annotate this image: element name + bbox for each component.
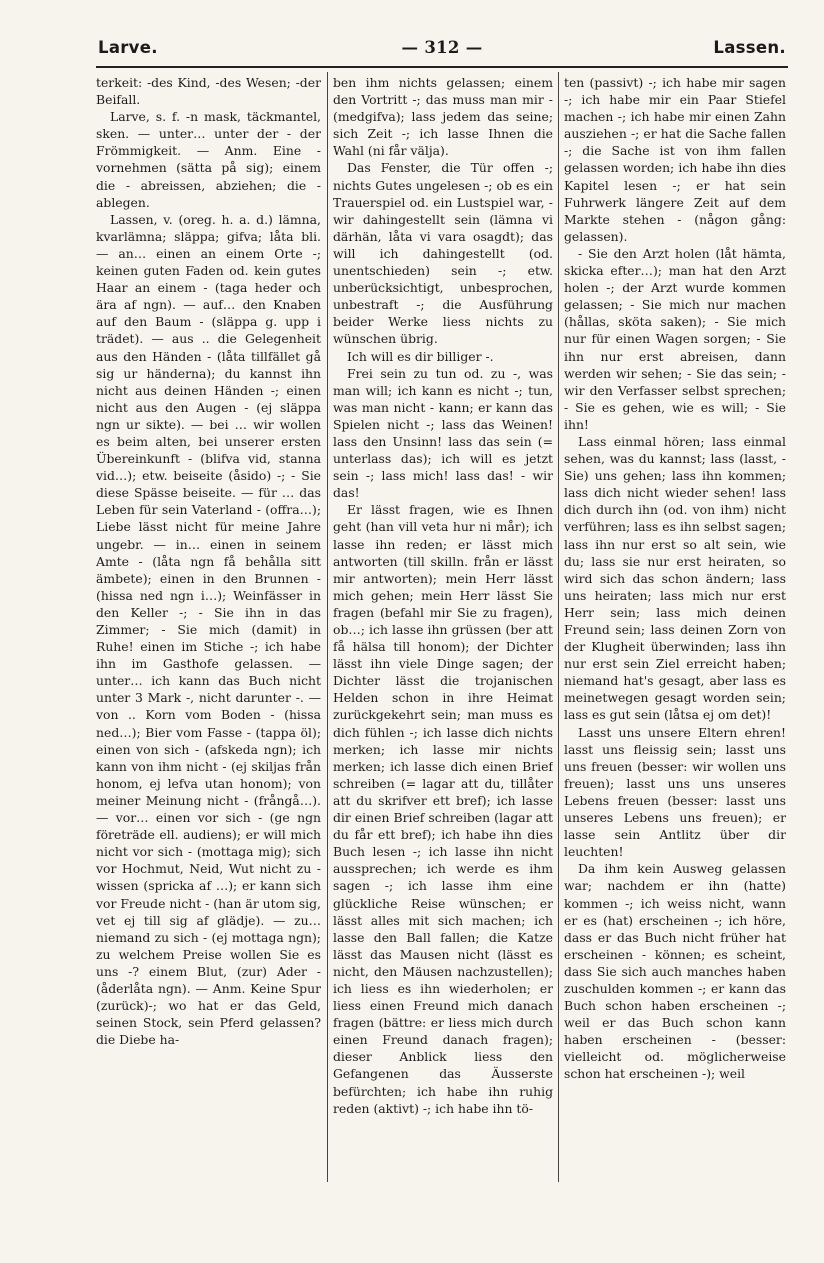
dictionary-paragraph: Ich will es dir billiger -. — [347, 348, 494, 364]
header-right-keyword: Lassen. — [713, 38, 786, 57]
dictionary-paragraph: Das Fenster, die Tür offen -; nichts Gutes ungelesen -; ob es ein Trauerspiel od. ein Lustspiel war, - wir dahingestellt sein (lämna vi därhän, låta vi vara osagdt); das will ich dahingestellt (od. unentschieden) sein -; etw. unberücksichtigt, unbesprochen, unbestraft -; die Ausführung beider Werke liess nichts zu wünschen übrig. — [333, 160, 553, 347]
dictionary-paragraph: terkeit: -des Kind, -des Wesen; -der Beifall. — [96, 75, 321, 108]
dictionary-paragraph: - Sie den Arzt holen (låt hämta, skicka efter…); man hat den Arzt holen -; der Arzt wurde kommen gelassen; - Sie mich nur machen (hållas, sköta saken); - Sie mich nur für einen Wagen sorgen; - Sie ihn nur erst abreisen, dann werden wir sehen; - Sie das sein; - wir den Verfasser selbst sprechen; - Sie es gehen, wie es will; - Sie ihn! — [564, 245, 786, 432]
dictionary-paragraph: Lasst uns unsere Eltern ehren! lasst uns fleissig sein; lasst uns uns freuen (besser: wir wollen uns freuen); lasst uns uns unseres Lebens freuen (besser: lasst uns unseres Lebens uns freuen); er lasse sein Antlitz über dir leuchten! — [564, 724, 786, 860]
column-3 — [564, 74, 786, 1184]
page-number: — 312 — — [401, 38, 483, 57]
dictionary-paragraph: Frei sein zu tun od. zu -, was man will; ich kann es nicht -; tun, was man nicht - kann; er kann das Spielen nicht -; lass das Weinen! lass den Unsinn! lass das sein (= unterlass das); ich will es jetzt sein -; lass mich! lass das! - wir das! — [333, 365, 553, 501]
dictionary-paragraph: Lass einmal hören; lass einmal sehen, was du kannst; lass (lasst, - Sie) uns gehen; lass ihn kommen; lass dich nicht wieder sehen! lass dich durch ihn (od. von ihm) nicht verführen; lass es ihn selbst sagen; lass ihn nur erst so alt sein, wie du; lass sie nur erst heiraten, so wird sich das schon ändern; lass uns heiraten; lass mich nur erst Herr sein; lass mich deinen Freund sein; lass deinen Zorn von der Klugheit überwinden; lass ihn nur erst sein Ziel erreicht haben; niemand hat's gesagt, aber lass es meinetwegen gesagt worden sein; lass es gut sein (låtsa ej om det)! — [564, 433, 786, 723]
column-divider — [558, 72, 559, 1182]
page-header — [98, 38, 786, 64]
header-left-keyword: Larve. — [98, 38, 158, 57]
header-rule — [96, 66, 788, 68]
dictionary-paragraph: Lassen, v. (oreg. h. a. d.) lämna, kvarlämna; släppa; gifva; låta bli. — an… einen an einem Orte -; keinen guten Faden od. kein gutes Haar an einem - (taga heder och ära af ngn). — auf… den Knaben auf den Baum - (släppa g. upp i trädet). — aus .. die Gelegenheit aus den Händen - (låta tillfället gå sig ur händerna); du kannst ihn nicht aus deinen Händen -; einen nicht aus den Augen - (ej släppa ngn ur sikte). — bei … wir wollen es beim alten, bei unserer ersten Übereinkunft - (blifva vid, stanna vid…); etw. beiseite (åsido) -; - Sie diese Spässe beiseite. — für … das Leben für sein Vaterland - (offra…); Liebe lässt nicht für meine Jahre ungebr. — in… einen in seinem Amte - (låta ngn få behålla sitt ämbete); einen in den Brunnen - (hissa ned ngn i…); Weinfässer in den Keller -; - Sie ihn in das Zimmer; - Sie mich (damit) in Ruhe! einen im Stiche -; ich habe ihn im Gasthofe gelassen. — unter… ich kann das Buch nicht unter 3 Mark -, nicht darunter -. — von .. Korn vom Boden - (hissa ned…); Bier vom Fasse - (tappa öl); einen von sich - (afskeda ngn); ich kann von ihm nicht - (ej skiljas från honom, ej lefva utan honom); von meiner Meinung nicht - (frångå…). — vor… einen vor sich - (ge ngn företräde ell. audiens); er will mich nicht vor sich - (mottaga mig); sich vor Hochmut, Neid, Wut nicht zu - wissen (spricka af …); er kann sich vor Freude nicht - (han är utom sig, vet ej till sig af glädje). — zu… niemand zu sich - (ej mottaga ngn); zu welchem Preise wollen Sie es uns -? einem Blut, (zur) Ader - (åderlåta ngn). — Anm. Keine Spur (zurück)-; wo hat er das Geld, seinen Stock, sein Pferd gelassen? die Diebe ha- — [96, 211, 321, 1048]
dictionary-paragraph: Da ihm kein Ausweg gelassen war; nachdem er ihn (hatte) kommen -; ich weiss nicht, wann er es (hat) erscheinen -; ich höre, dass er das Buch nicht früher hat erscheinen - können; es scheint, dass Sie sich auch manches haben zuschulden kommen -; er kann das Buch schon haben erscheinen -; weil er das Buch schon kann haben erscheinen - (besser: vielleicht od. möglicherweise schon hat erscheinen -); weil — [564, 861, 786, 1082]
dictionary-paragraph: Er lässt fragen, wie es Ihnen geht (han vill veta hur ni mår); ich lasse ihn reden; er lässt mich antworten (till skilln. från er lässt mir antworten); mein Herr lässt mich gehen; mein Herr lässt Sie fragen (befahl mir Sie zu fragen), ob…; ich lasse ihn grüssen (ber att få hälsa till honom); der Dichter lässt ihn viele Dinge sagen; der Dichter lässt die trojanischen Helden schon in ihre Heimat zurückgekehrt sein; man muss es dich fühlen -; ich lasse dich nichts merken; ich lasse mir nichts merken; ich lasse dich einen Brief schreiben (= lagar att du, tillåter att du skrifver ett bref); ich lasse dir einen Brief schreiben (lagar att du får ett bref); ich habe ihn dies Buch lesen -; ich lasse ihn nicht aussprechen; ich werde es ihm sagen -; ich lasse ihm eine glückliche Reise wünschen; er lässt alles mit sich machen; ich lasse den Ball fallen; die Katze lässt das Mausen nicht (lässt es nicht, den Mäusen nachzustellen); ich liess es ihn wiederholen; er liess einen Freund mich danach fragen (bättre: er liess mich durch einen Freund danach fragen); dieser Anblick liess den Gefangenen das Äusserste befürchten; ich habe ihn ruhig reden (aktivt) -; ich habe ihn tö- — [333, 502, 553, 1116]
column-2 — [333, 74, 553, 1184]
dictionary-paragraph: Larve, s. f. -n mask, täckmantel, sken. — unter… unter der - der Frömmigkeit. — Anm. Eine - vornehmen (sätta på sig); einem die - abreissen, abziehen; die - ablegen. — [96, 109, 321, 210]
dictionary-paragraph: ten (passivt) -; ich habe mir sagen -; ich habe mir ein Paar Stiefel machen -; ich habe mir einen Zahn ausziehen -; er hat die Sache fallen -; die Sache ist von ihm fallen gelassen worden; ich habe ihn dies Kapitel lesen -; er hat sein Fuhrwerk längere Zeit auf dem Markte stehen - (någon gång: gelassen). — [564, 75, 786, 244]
column-divider — [327, 72, 328, 1182]
dictionary-paragraph: ben ihm nichts gelassen; einem den Vortritt -; das muss man mir - (medgifva); lass jedem das seine; sich Zeit -; ich lasse Ihnen die Wahl (ni får välja). — [333, 75, 553, 159]
column-1 — [96, 74, 321, 1184]
